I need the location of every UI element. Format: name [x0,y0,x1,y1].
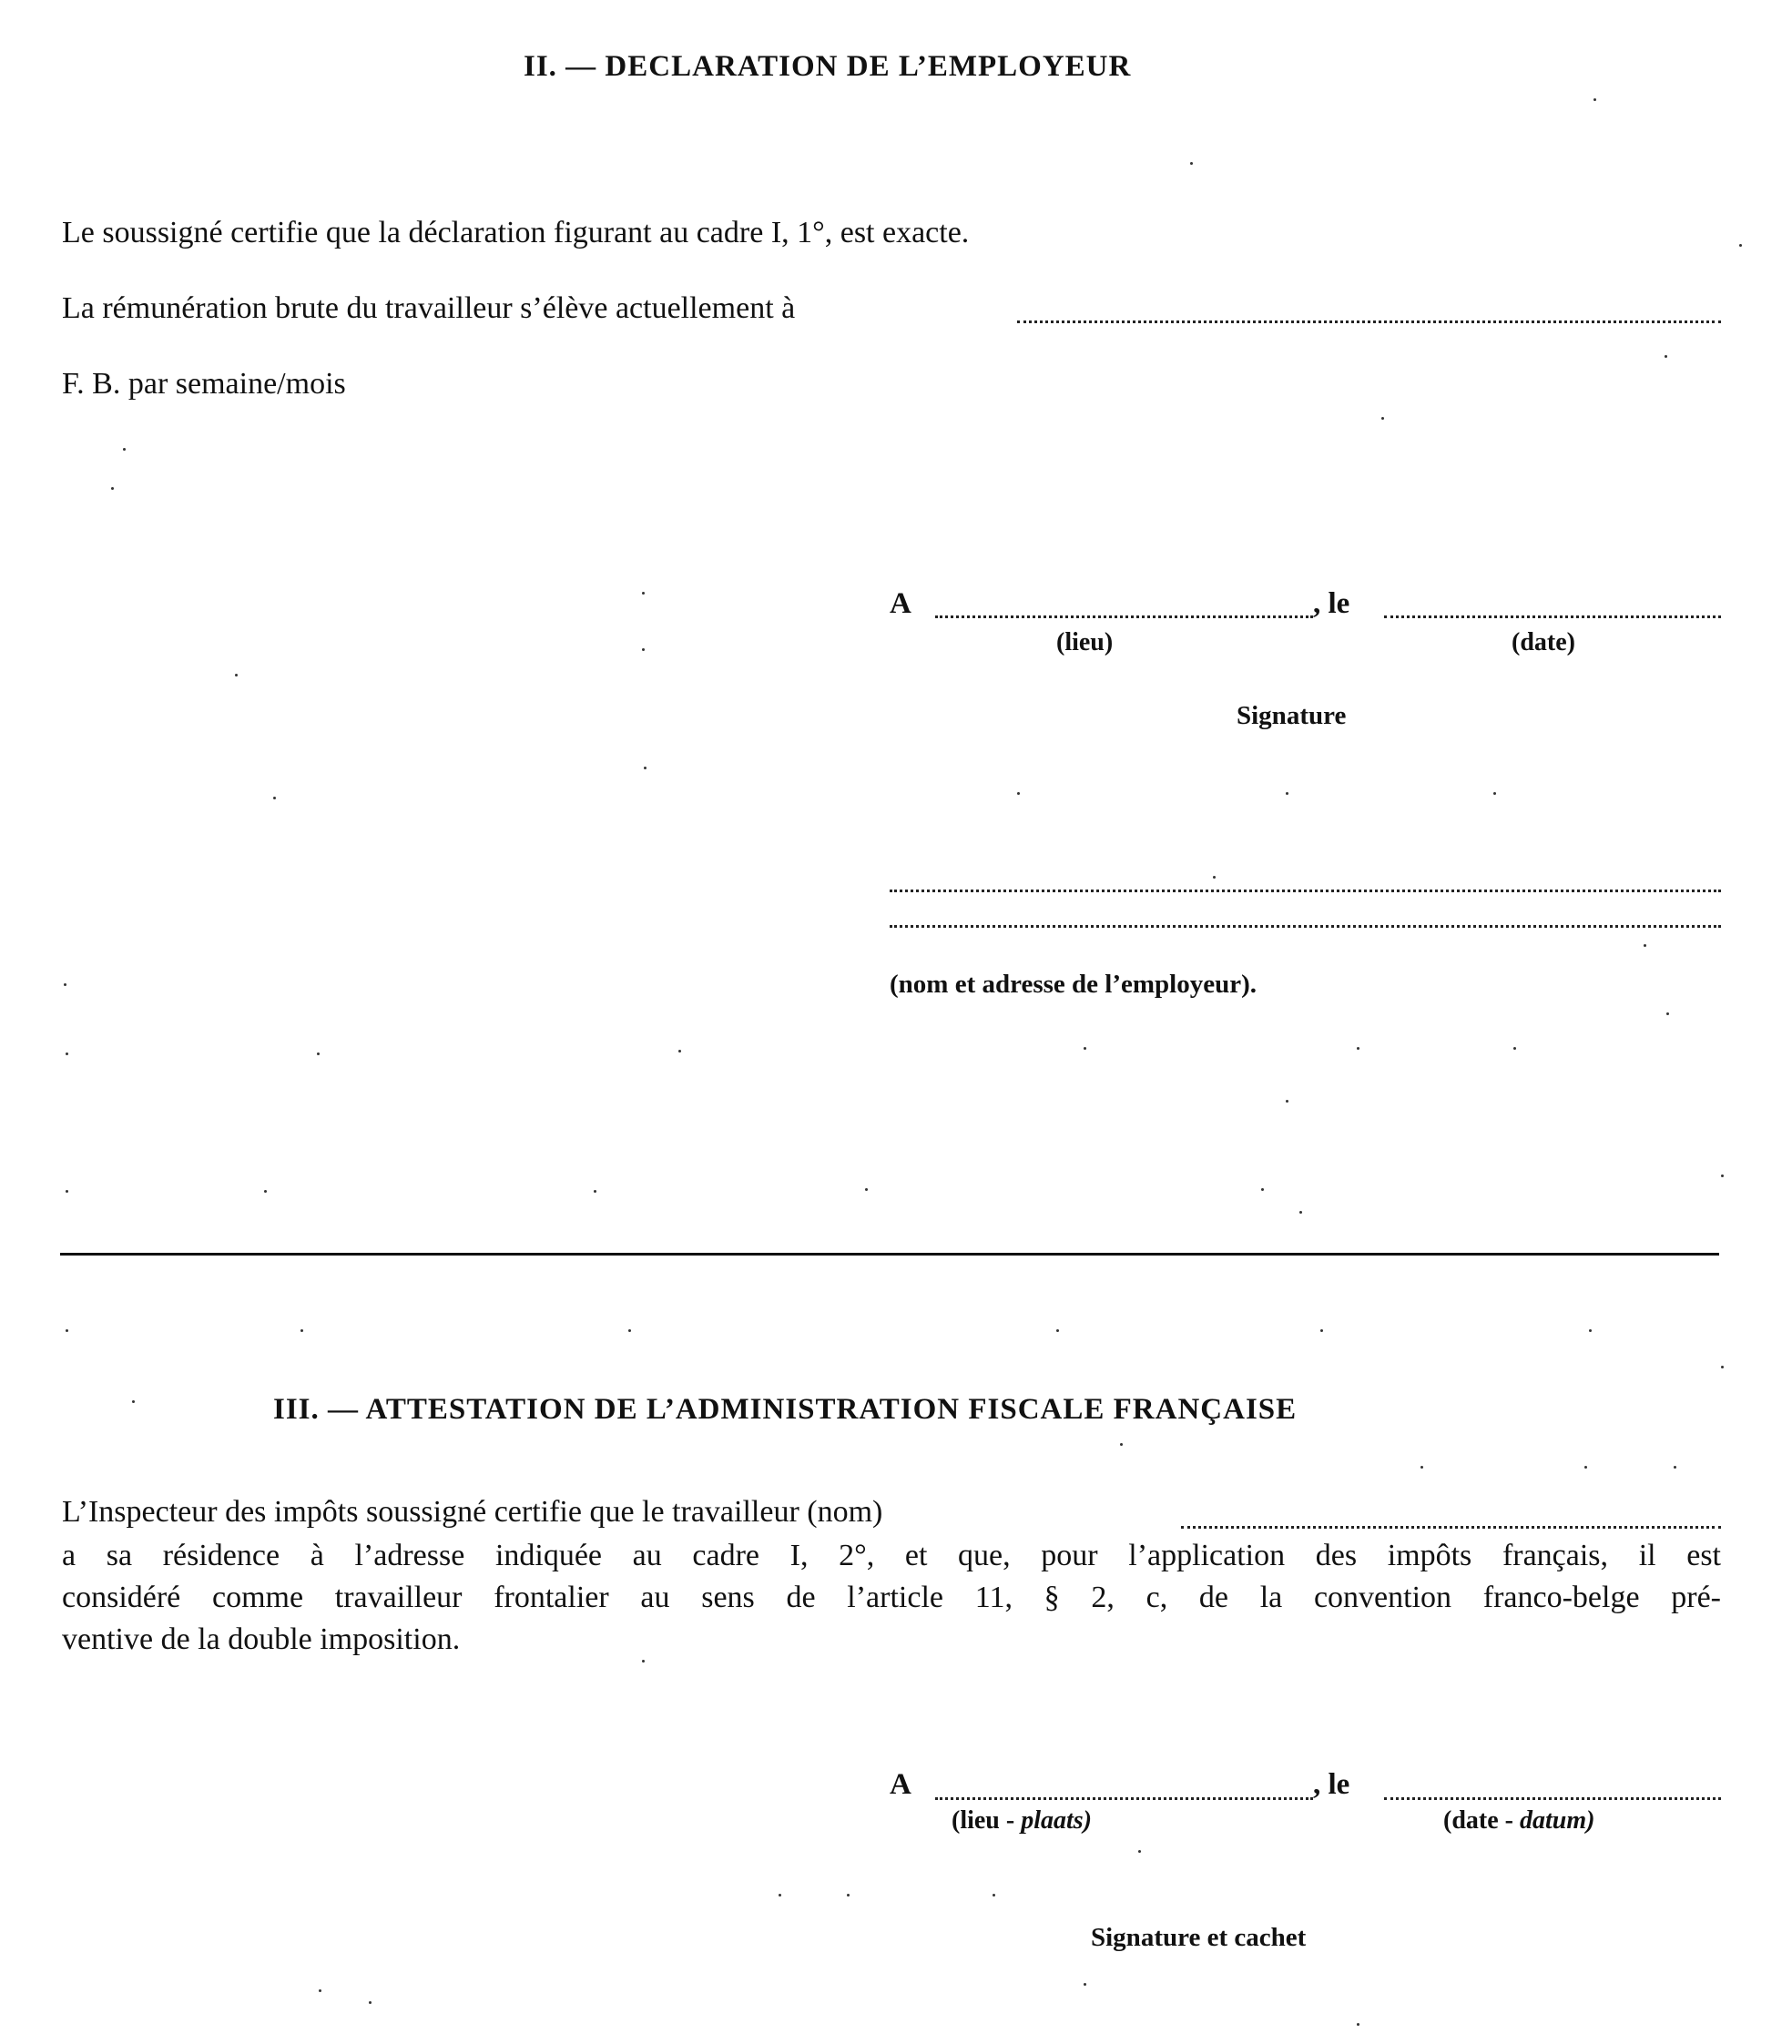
scan-speck [1120,1443,1123,1446]
scan-speck [779,1894,781,1897]
scan-speck [66,1329,68,1332]
scan-speck [1056,1329,1059,1332]
scan-speck [1299,1211,1302,1214]
section2-signature-label: Signature [1237,701,1347,730]
scan-speck [1721,1175,1724,1177]
section3-heading: III. — ATTESTATION DE L’ADMINISTRATION FISCALE FRANÇAISE [273,1393,1298,1426]
section3-le-label: , le [1313,1768,1350,1801]
section-divider [60,1253,1719,1256]
section2-period-text: F. B. par semaine/mois [62,367,346,401]
scan-speck [678,1050,681,1053]
scan-speck [1320,1329,1323,1332]
scan-speck [369,2001,372,2004]
scan-speck [235,674,238,676]
section3-date-caption [1443,1806,1594,1836]
scan-speck [628,1329,631,1332]
section3-date-field[interactable] [1384,1797,1721,1800]
section2-lieu-caption: (lieu) [1056,628,1114,656]
section2-remuneration-text: La rémunération brute du travailleur s’élève actuellement à [62,291,796,325]
scan-speck [1589,1329,1592,1332]
scan-speck [1493,792,1496,795]
employer-address-field[interactable] [890,925,1721,928]
scan-speck [1190,162,1193,165]
scan-speck [1084,1047,1086,1050]
scan-speck [66,1053,68,1055]
section3-para-line1: L’Inspecteur des impôts soussigné certifie que le travailleur (nom) [62,1495,883,1529]
scan-speck [1213,876,1216,879]
section2-a-label: A [890,587,911,620]
scan-speck [642,592,645,595]
scan-speck [64,983,66,986]
scan-speck [1593,98,1596,101]
scan-speck [1513,1047,1516,1050]
lieu-caption-nl: plaats) [1021,1806,1092,1835]
scan-speck [1286,1100,1288,1103]
section2-le-label: , le [1313,587,1350,620]
scan-speck [1381,417,1384,420]
scan-speck [1286,792,1288,795]
scan-speck [1357,2023,1359,2026]
scan-speck [1644,944,1646,947]
scan-speck [1584,1466,1587,1469]
scan-speck [1261,1188,1264,1191]
scan-speck [1666,1012,1669,1015]
date-caption-fr: (date - [1443,1806,1513,1835]
section3-a-label: A [890,1768,911,1801]
section3-lieu-caption [952,1806,1092,1836]
scan-speck [1017,792,1020,795]
worker-name-field[interactable] [1181,1526,1721,1529]
scan-speck [1674,1466,1676,1469]
section2-certification-text: Le soussigné certifie que la déclaration figurant au cadre I, 1°, est exacte. [62,216,970,249]
scan-speck [66,1190,68,1193]
scan-speck [319,1989,321,1992]
scan-speck [642,648,645,651]
date-caption-nl: datum) [1519,1806,1595,1835]
scan-speck [993,1894,995,1897]
section2-heading: II. — DECLARATION DE L’EMPLOYEUR [524,50,1132,83]
scan-speck [132,1400,135,1403]
employer-name-field[interactable] [890,890,1721,892]
section3-paragraph [62,1535,1721,1661]
scan-speck [273,797,276,799]
scan-speck [865,1188,868,1191]
lieu-caption-fr: (lieu - [952,1806,1015,1835]
scan-speck [300,1329,303,1332]
section3-lieu-field[interactable] [935,1797,1313,1800]
scan-speck [644,767,647,769]
scan-speck [1721,1366,1724,1368]
scan-speck [1084,1983,1086,1986]
scan-speck [642,1660,645,1663]
section3-para-line2: a sa résidence à l’adresse indiquée au cadre I, 2°, et que, pour l’application des impôts français, il est [62,1539,1721,1572]
scan-speck [1357,1047,1359,1050]
section3-para-line4: ventive de la double imposition. [62,1622,461,1656]
scan-speck [1138,1850,1141,1853]
scan-speck [317,1053,320,1055]
scan-speck [594,1190,596,1193]
section2-lieu-field[interactable] [935,615,1313,618]
section2-date-field[interactable] [1384,615,1721,618]
scan-speck [1739,244,1742,247]
section2-date-caption: (date) [1512,628,1575,656]
scan-speck [847,1894,850,1897]
scan-speck [1420,1466,1423,1469]
section3-para-line3: considéré comme travailleur frontalier au sens de l’article 11, § 2, c, de la convention franco-belge pré- [62,1581,1721,1614]
scan-speck [111,487,114,490]
scan-speck [1665,355,1667,358]
employer-caption: (nom et adresse de l’employeur). [890,970,1257,999]
remuneration-field[interactable] [1017,320,1721,323]
section3-signature-label: Signature et cachet [1091,1923,1307,1952]
scan-speck [264,1190,267,1193]
scan-speck [123,448,126,451]
